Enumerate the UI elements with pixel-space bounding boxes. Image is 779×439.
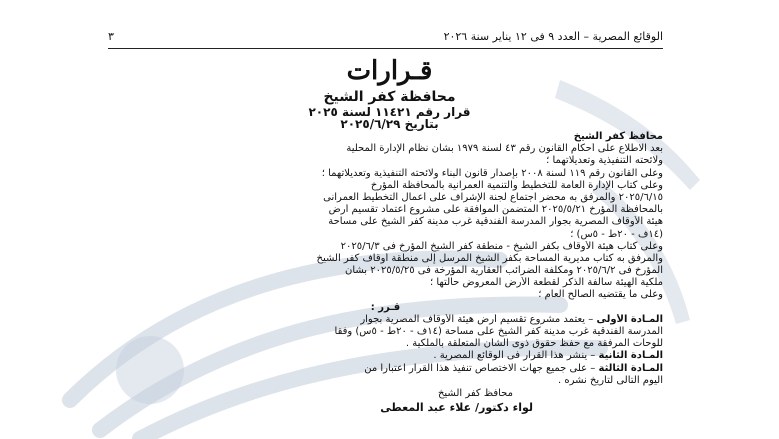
article-1-label: المـادة الأولى xyxy=(596,313,663,325)
preamble-line: والمرفق به كتاب مديرية المساحة بكفر الشيخ المرسل إلى منطقة أوقاف كفر الشيخ xyxy=(316,252,663,264)
decides-heading: قـرر : xyxy=(370,301,401,313)
preamble-line: (١٤ف - ٢٠ط - ٥س) ؛ xyxy=(570,228,663,240)
article-3-label: المـادة الثالثة xyxy=(598,362,663,374)
article-1-text: – يعتمد مشروع تقسيم أرض هيئة الأوقاف المصرية بجوار xyxy=(360,313,594,325)
article-3-continued: اليوم التالى لتاريخ نشره . xyxy=(557,374,663,386)
article-2-text: – ينشر هذا القرار فى الوقائع المصرية . xyxy=(433,350,596,362)
article-1-continued: للوحات المرفقة مع حفظ حقوق ذوى الشأن المتعلقة بالملكية . xyxy=(405,338,663,350)
decision-body xyxy=(108,131,663,415)
article-3 xyxy=(108,363,663,375)
preamble-line: ملكية الهيئة سالفة الذكر لقطعة الأرض المعروض حالتها ؛ xyxy=(430,277,663,289)
preamble-line: بالمحافظة المؤرخ ٢٠٢٥/٥/٢١ المتضمن الموافقة على مشروع اعتماد تقسيم أرض xyxy=(328,204,663,216)
article-2 xyxy=(108,350,663,362)
governorate-heading: محافظة كفر الشيخ xyxy=(323,89,456,105)
article-2-label: المـادة الثانية xyxy=(598,350,663,362)
decision-number: قرار رقم ١١٤٢١ لسنة ٢٠٢٥ xyxy=(308,105,471,119)
article-1-continued: المدرسة الفندقية غرب مدينة كفر الشيخ على مساحة (١٤ف - ٢٠ط - ٥س) وفقاً xyxy=(334,326,663,337)
preamble-line: المؤرخ فى ٢٠٢٥/٦/٢ ومكلفة الضرائب العقارية المؤرخة فى ٢٠٢٥/٥/٢٥ بشأن xyxy=(344,265,663,277)
page-number: ٣ xyxy=(108,30,114,43)
preamble-line: وعلى القانون رقم ١١٩ لسنة ٢٠٠٨ بإصدار قانون البناء ولائحته التنفيذية وتعديلاتهما ؛ xyxy=(321,167,663,179)
preamble-line: ولائحته التنفيذية وتعديلاتهما ؛ xyxy=(546,155,663,167)
preamble-line: ٢٠٢٥/٦/١٥ والمرفق به محضر اجتماع لجنة الإشراف على أعمال التخطيط العمرانى xyxy=(323,191,663,203)
preamble-line: وعلى كتاب هيئة الأوقاف بكفر الشيخ - منطقة كفر الشيخ المؤرخ فى ٢٠٢٥/٦/٣ xyxy=(340,240,663,252)
signature-title: محافظ كفر الشيخ xyxy=(437,387,513,399)
issuer-line: محافظ كفر الشيخ xyxy=(573,131,663,142)
decision-date: بتاريخ ٢٠٢٥/٦/٢٩ xyxy=(340,117,439,131)
publication-line: الوقائع المصرية – العدد ٩ فى ١٢ يناير سنة ٢٠٢٦ xyxy=(443,30,663,43)
preamble-line: وعلى كتاب الإدارة العامة للتخطيط والتنمية العمرانية بالمحافظة المؤرخ xyxy=(370,179,663,191)
article-3-text: – على جميع جهات الاختصاص تنفيذ هذا القرار اعتباراً من xyxy=(364,362,596,374)
preamble-line: وعلى ما يقتضيه الصالح العام ؛ xyxy=(538,289,663,301)
preamble-line: بعد الاطلاع على أحكام القانون رقم ٤٣ لسنة ١٩٧٩ بشأن نظام الإدارة المحلية xyxy=(346,143,663,155)
section-title: قـرارات xyxy=(346,56,433,86)
signature-name: لواء دكتور/ علاء عبد المعطى xyxy=(380,400,533,414)
running-header xyxy=(108,30,663,44)
article-1 xyxy=(108,314,663,326)
header-divider xyxy=(108,48,663,49)
preamble-line: هيئة الأوقاف المصرية بجوار المدرسة الفندقية غرب مدينة كفر الشيخ على مساحة xyxy=(328,216,663,228)
